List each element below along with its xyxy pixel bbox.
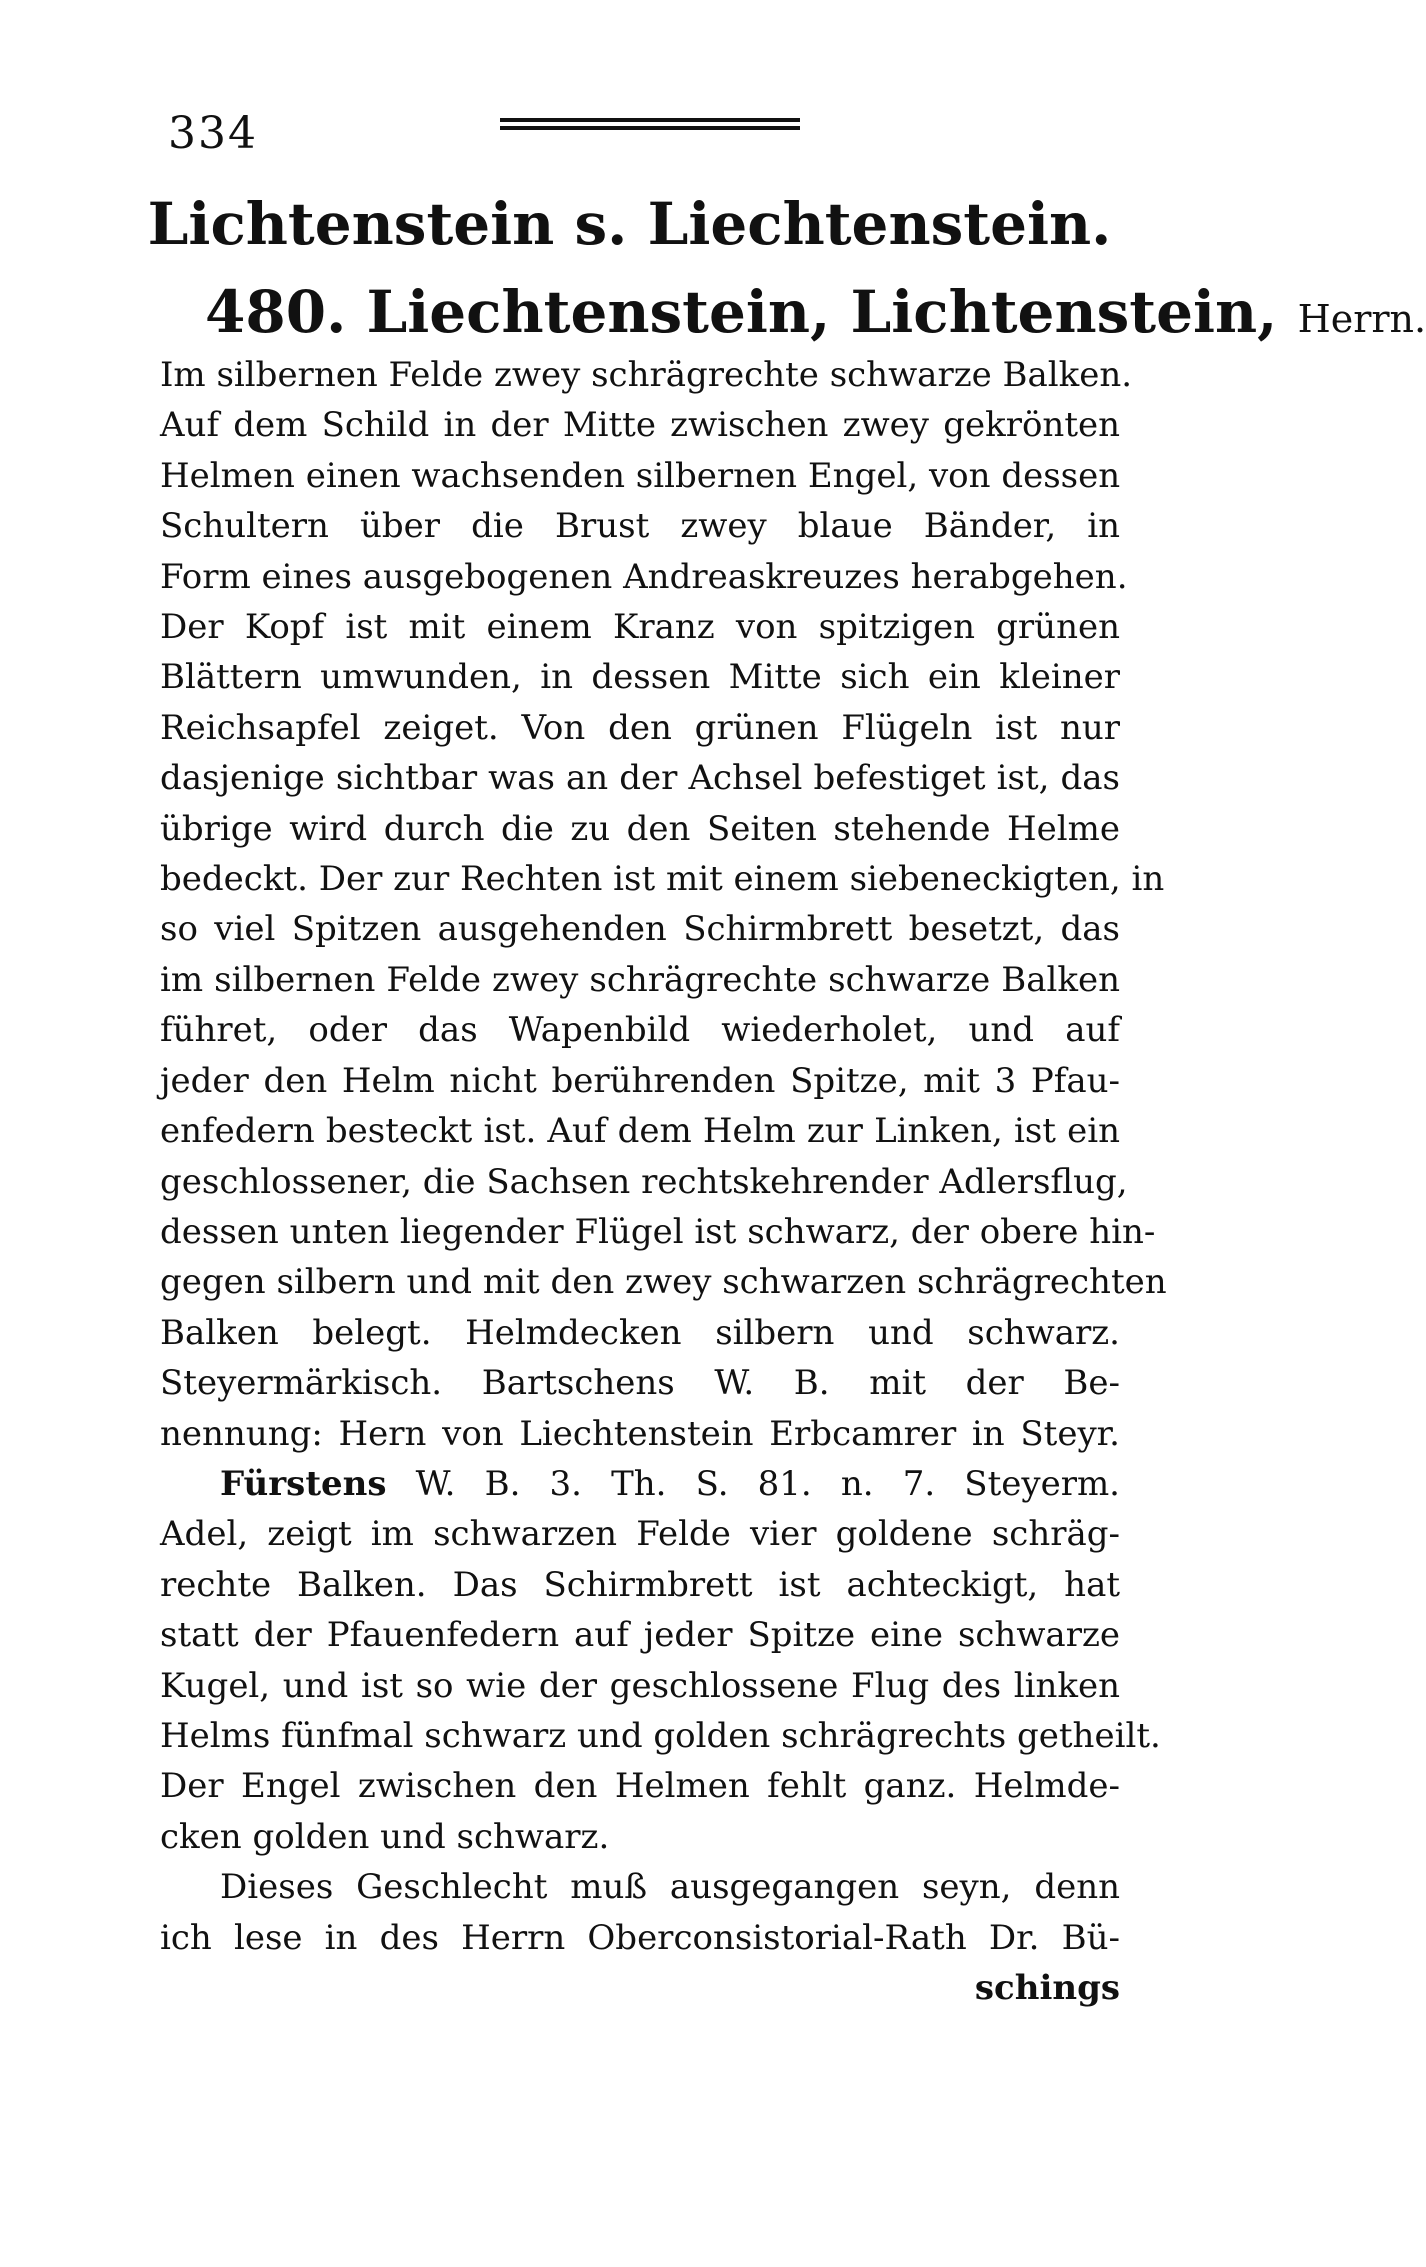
text-line: cken golden und schwarz. [160,1816,610,1857]
text-line: Auf dem Schild in der Mitte zwischen zwey gekrönten [160,405,1120,446]
text-line: Helms fünfmal schwarz und golden schrägrechts getheilt. [160,1715,1161,1756]
text-line: nennung: Hern von Liechtenstein Erbcamrer in Steyr. [160,1413,1120,1454]
text-line: dasjenige sichtbar was an der Achsel befestiget ist, das [160,758,1120,799]
text-line: geschlossener, die Sachsen rechtskehrender Adlersflug, [160,1161,1128,1202]
text-line: Im silbernen Felde zwey schrägrechte schwarze Balken. [160,355,1133,395]
text-line: im silbernen Felde zwey schrägrechte schwarze Balken [160,959,1120,1000]
first-line-rest: W. B. 3. Th. S. 81. n. 7. Steyerm. [415,1463,1120,1504]
text-line: so viel Spitzen ausgehenden Schirmbrett besetzt, das [160,909,1120,950]
text-line: Form eines ausgebogenen Andreaskreuzes herabgehen. [160,556,1128,597]
paragraph-first-line [160,1459,1120,1509]
page-number: 334 [168,108,258,159]
text-line: jeder den Helm nicht berührenden Spitze, mit 3 Pfau- [160,1060,1120,1101]
text-line: Der Engel zwischen den Helmen fehlt ganz. Helmde- [160,1766,1120,1807]
text-line: Kugel, und ist so wie der geschlossene Flug des linken [160,1665,1120,1706]
text-line: Der Kopf ist mit einem Kranz von spitzigen grünen [160,607,1120,648]
cross-reference-heading: Lichtenstein s. Liechtenstein. [147,190,1112,258]
text-line: gegen silbern und mit den zwey schwarzen schrägrechten [160,1262,1167,1303]
text-line: ich lese in des Herrn Oberconsistorial-Rath Dr. Bü- [160,1917,1120,1958]
text-line: Dieses Geschlecht muß ausgegangen seyn, denn [220,1867,1120,1908]
text-line: Blättern umwunden, in dessen Mitte sich ein kleiner [160,657,1120,698]
text-line: rechte Balken. Das Schirmbrett ist achteckigt, hat [160,1564,1120,1605]
text-line: Balken belegt. Helmdecken silbern und schwarz. [160,1312,1120,1353]
entry-heading [205,278,1426,346]
text-line: statt der Pfauenfedern auf jeder Spitze eine schwarze [160,1615,1120,1656]
entry-body [160,350,1167,2013]
lead-word: Fürstens [220,1463,387,1504]
text-line: Steyermärkisch. Bartschens W. B. mit der Be- [160,1363,1120,1404]
text-line: Helmen einen wachsenden silbernen Engel, von dessen [160,455,1121,496]
text-line: bedeckt. Der zur Rechten ist mit einem siebeneckigten, in [160,859,1165,900]
entry-title: Liechtenstein, Lichtenstein, [366,278,1278,346]
text-line: enfedern besteckt ist. Auf dem Helm zur Linken, ist ein [160,1111,1120,1152]
text-line: Adel, zeigt im schwarzen Felde vier goldene schräg- [160,1514,1120,1555]
entry-title-suffix: Herrn. [1297,297,1426,341]
text-line: Schultern über die Brust zwey blaue Bänder, in [160,506,1120,547]
text-line: übrige wird durch die zu den Seiten stehende Helme [160,808,1120,849]
text-line: dessen unten liegender Flügel ist schwarz, der obere hin- [160,1211,1156,1252]
text-line: Reichsapfel zeiget. Von den grünen Flügeln ist nur [160,707,1120,748]
catchword: schings [974,1968,1120,2008]
text-line: führet, oder das Wapenbild wiederholet, und auf [160,1010,1120,1051]
header-rule [500,118,800,134]
entry-number: 480. [205,278,347,346]
